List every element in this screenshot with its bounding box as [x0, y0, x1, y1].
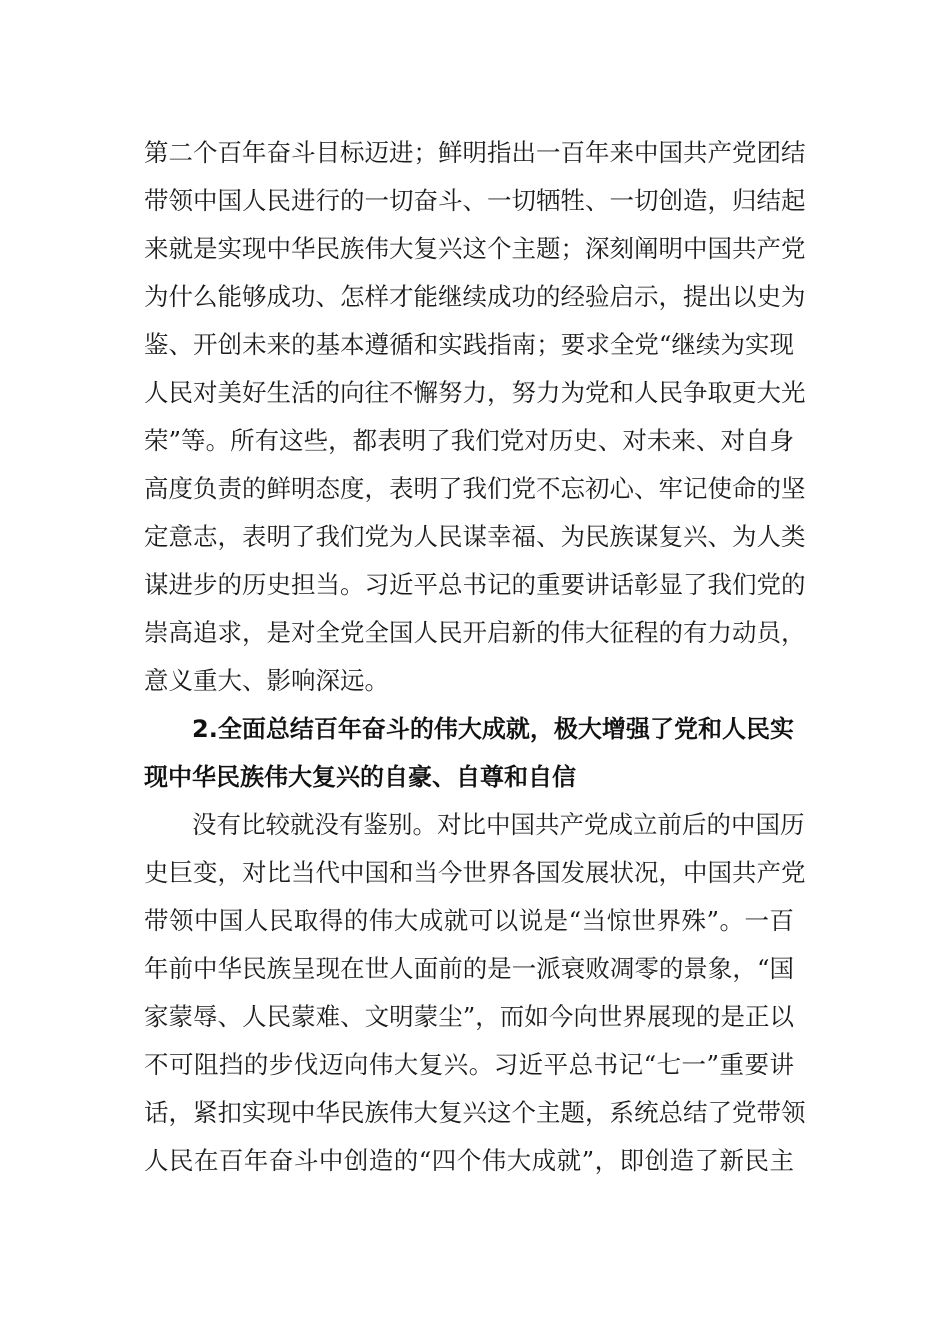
text-line: 人民在百年奋斗中创造的“四个伟大成就”，即创造了新民主 [144, 1146, 794, 1175]
text-line: 定意志，表明了我们党为人民谋幸福、为民族谋复兴、为人类 [144, 522, 806, 551]
text-line: 荣”等。所有这些，都表明了我们党对历史、对未来、对自身 [144, 426, 794, 455]
text-line: 第二个百年奋斗目标迈进；鲜明指出一百年来中国共产党团结 [144, 138, 806, 167]
text-line: 带领中国人民取得的伟大成就可以说是“当惊世界殊”。一百 [144, 906, 794, 935]
text-line: 家蒙辱、人民蒙难、文明蒙尘”，而如今向世界展现的是正以 [144, 1002, 794, 1031]
heading-line: 2.全面总结百年奋斗的伟大成就，极大增强了党和人民实 [192, 715, 794, 743]
text-line: 为什么能够成功、怎样才能继续成功的经验启示，提出以史为 [144, 282, 806, 311]
text-line: 话，紧扣实现中华民族伟大复兴这个主题，系统总结了党带领 [144, 1098, 806, 1127]
text-line: 没有比较就没有鉴别。对比中国共产党成立前后的中国历 [192, 810, 805, 839]
text-line: 谋进步的历史担当。习近平总书记的重要讲话彰显了我们党的 [144, 570, 806, 599]
text-line: 不可阻挡的步伐迈向伟大复兴。习近平总书记“七一”重要讲 [144, 1050, 794, 1079]
text-line: 鉴、开创未来的基本遵循和实践指南；要求全党“继续为实现 [144, 330, 794, 359]
text-line: 来就是实现中华民族伟大复兴这个主题；深刻阐明中国共产党 [144, 234, 806, 263]
text-line: 高度负责的鲜明态度，表明了我们党不忘初心、牢记使命的坚 [144, 474, 806, 503]
text-line: 年前中华民族呈现在世人面前的是一派衰败凋零的景象，“国 [144, 954, 794, 983]
text-line: 人民对美好生活的向往不懈努力，努力为党和人民争取更大光 [144, 378, 806, 407]
text-line: 崇高追求，是对全党全国人民开启新的伟大征程的有力动员， [144, 618, 806, 647]
heading-line: 现中华民族伟大复兴的自豪、自尊和自信 [144, 763, 576, 791]
text-line: 意义重大、影响深远。 [144, 666, 389, 695]
text-line: 带领中国人民进行的一切奋斗、一切牺牲、一切创造，归结起 [144, 186, 806, 215]
text-line: 史巨变，对比当代中国和当今世界各国发展状况，中国共产党 [144, 858, 806, 887]
